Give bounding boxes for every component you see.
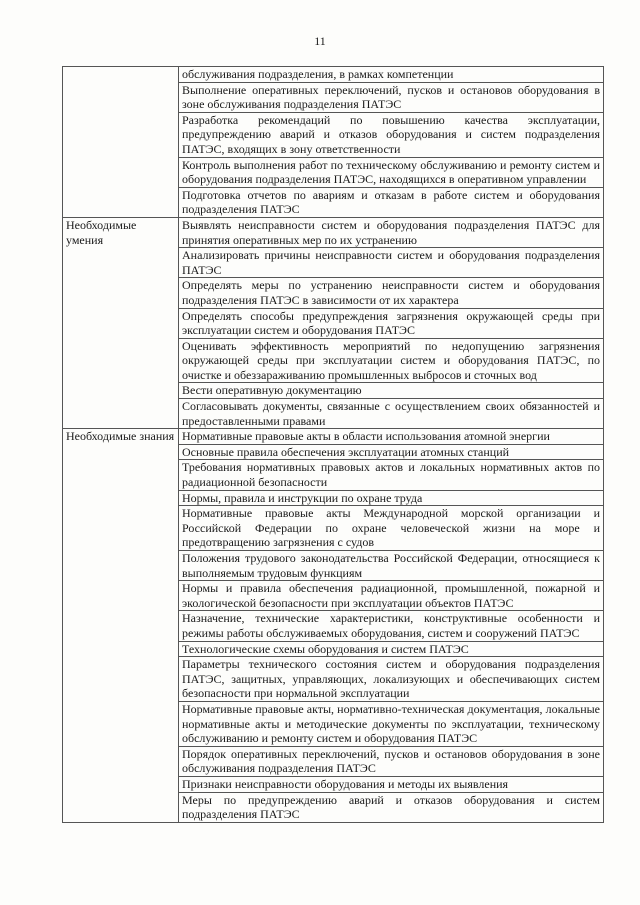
section-label-cell — [63, 338, 179, 383]
section-label-cell — [63, 551, 179, 581]
requirement-item: обслуживания подразделения, в рамках компетенции — [179, 67, 604, 83]
table-row — [63, 490, 604, 506]
table-row — [63, 157, 604, 187]
requirements-table — [62, 66, 604, 823]
requirement-item: Назначение, технические характеристики, конструктивные особенности и режимы работы обслуживаемых оборудования, систем и сооружений ПАТЭС — [179, 611, 604, 641]
section-label-cell: Необходимые умения — [63, 217, 179, 247]
requirement-item: Технологические схемы оборудования и систем ПАТЭС — [179, 641, 604, 657]
table-row — [63, 792, 604, 822]
requirement-item: Выявлять неисправности систем и оборудования подразделения ПАТЭС для принятия оперативных мер по их устранению — [179, 217, 604, 247]
section-label-cell — [63, 82, 179, 112]
requirement-item: Определять меры по устранению неисправности систем и оборудования подразделения ПАТЭС в зависимости от их характера — [179, 278, 604, 308]
table-row — [63, 657, 604, 702]
requirement-item: Контроль выполнения работ по техническому обслуживанию и ремонту систем и оборудования подразделения ПАТЭС, находящихся в оперативном управлении — [179, 157, 604, 187]
section-label-cell — [63, 67, 179, 83]
section-label-cell — [63, 581, 179, 611]
table-row — [63, 248, 604, 278]
table-row — [63, 551, 604, 581]
requirement-item: Нормы и правила обеспечения радиационной, промышленной, пожарной и экологической безопасности при эксплуатации объектов ПАТЭС — [179, 581, 604, 611]
requirement-item: Требования нормативных правовых актов и локальных нормативных актов по радиационной безопасности — [179, 460, 604, 490]
requirement-item: Оценивать эффективность мероприятий по недопущению загрязнения окружающей среды при эксплуатации систем и оборудования ПАТЭС, по очистке и обеззараживанию промышленных выбросов и сточных вод — [179, 338, 604, 383]
table-row — [63, 112, 604, 157]
requirement-item: Разработка рекомендаций по повышению качества эксплуатации, предупреждению аварий и отказов оборудования и систем подразделения ПАТЭС, входящих в зону ответственности — [179, 112, 604, 157]
table-row — [63, 641, 604, 657]
table-row — [63, 338, 604, 383]
requirement-item: Выполнение оперативных переключений, пусков и остановов оборудования в зоне обслуживания подразделения ПАТЭС — [179, 82, 604, 112]
section-label-cell — [63, 308, 179, 338]
requirement-item: Вести оперативную документацию — [179, 383, 604, 399]
requirement-item: Порядок оперативных переключений, пусков и остановов оборудования в зоне обслуживания подразделения ПАТЭС — [179, 746, 604, 776]
table-row — [63, 383, 604, 399]
section-label-cell — [63, 776, 179, 792]
requirement-item: Положения трудового законодательства Российской Федерации, относящиеся к выполняемым трудовым функциям — [179, 551, 604, 581]
requirement-item: Основные правила обеспечения эксплуатации атомных станций — [179, 444, 604, 460]
requirement-item: Нормативные правовые акты Международной морской организации и Российской Федерации по охране человеческой жизни на море и предотвращению загрязнения с судов — [179, 506, 604, 551]
table-row — [63, 67, 604, 83]
requirement-item: Нормы, правила и инструкции по охране труда — [179, 490, 604, 506]
table-row — [63, 746, 604, 776]
section-label-cell — [63, 383, 179, 399]
section-label-cell — [63, 399, 179, 429]
section-label-cell — [63, 187, 179, 217]
requirement-item: Согласовывать документы, связанные с осуществлением своих обязанностей и предоставленными правами — [179, 399, 604, 429]
section-label-cell — [63, 157, 179, 187]
table-row — [63, 429, 604, 445]
requirement-item: Подготовка отчетов по авариям и отказам в работе систем и оборудования подразделения ПАТЭС — [179, 187, 604, 217]
requirement-item: Определять способы предупреждения загрязнения окружающей среды при эксплуатации систем и оборудования ПАТЭС — [179, 308, 604, 338]
section-label-cell — [63, 112, 179, 157]
page-number: 11 — [314, 34, 326, 48]
section-label-cell — [63, 611, 179, 641]
section-label-cell: Необходимые знания — [63, 429, 179, 445]
section-label-cell — [63, 701, 179, 746]
requirement-item: Нормативные правовые акты в области использования атомной энергии — [179, 429, 604, 445]
section-label-cell — [63, 444, 179, 460]
table-row — [63, 581, 604, 611]
requirement-item: Признаки неисправности оборудования и методы их выявления — [179, 776, 604, 792]
requirement-item: Меры по предупреждению аварий и отказов оборудования и систем подразделения ПАТЭС — [179, 792, 604, 822]
requirement-item: Параметры технического состояния систем и оборудования подразделения ПАТЭС, защитных, управляющих, локализующих и обеспечивающих систем безопасности при нормальной эксплуатации — [179, 657, 604, 702]
table-row — [63, 278, 604, 308]
table-row — [63, 217, 604, 247]
table-row — [63, 506, 604, 551]
section-label-cell — [63, 792, 179, 822]
table-row — [63, 611, 604, 641]
section-label-cell — [63, 641, 179, 657]
section-label-cell — [63, 506, 179, 551]
requirement-item: Анализировать причины неисправности систем и оборудования подразделения ПАТЭС — [179, 248, 604, 278]
table-row — [63, 444, 604, 460]
section-label-cell — [63, 490, 179, 506]
section-label-cell — [63, 746, 179, 776]
table-row — [63, 460, 604, 490]
section-label-cell — [63, 248, 179, 278]
table-row — [63, 701, 604, 746]
requirement-item: Нормативные правовые акты, нормативно-техническая документация, локальные нормативные акты и методические документы по эксплуатации, техническому обслуживанию и ремонту систем и оборудования ПАТЭС — [179, 701, 604, 746]
section-label-cell — [63, 657, 179, 702]
table-row — [63, 82, 604, 112]
table-row — [63, 187, 604, 217]
section-label-cell — [63, 460, 179, 490]
table-row — [63, 308, 604, 338]
table-row — [63, 776, 604, 792]
section-label-cell — [63, 278, 179, 308]
requirements-table-body — [63, 67, 604, 823]
table-row — [63, 399, 604, 429]
